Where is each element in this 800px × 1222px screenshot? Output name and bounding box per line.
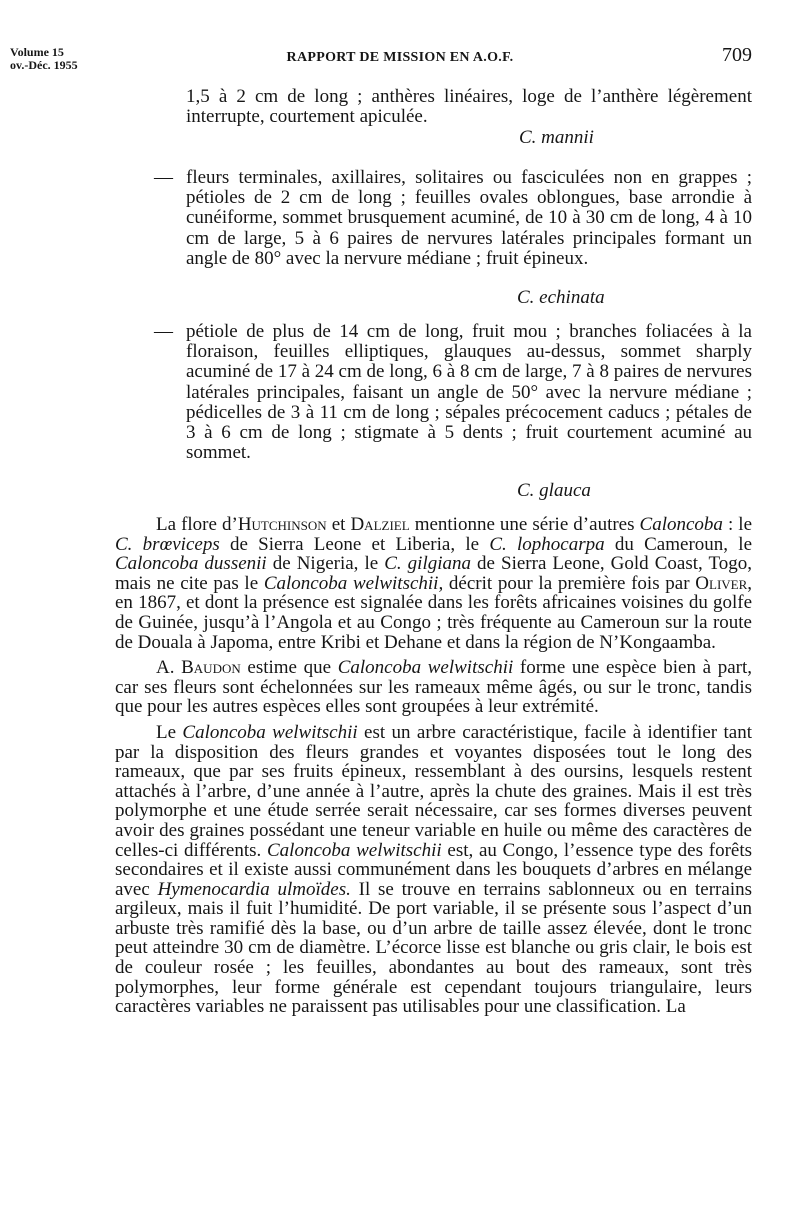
volume-label: Volume 15 — [10, 45, 64, 59]
paragraph-baudon: A. Baudon estime que Caloncoba welwitschii forme une espèce bien à part, car ses fleurs sont échelonnées sur les rameaux même âgés, ou sur le tronc, tandis que pour les autres espèces elles sont groupées à leur extrémité. — [115, 657, 752, 718]
author-name: Hutchinson — [237, 514, 327, 535]
taxon-name: Caloncoba welwitschii, — [263, 572, 444, 594]
taxon-name: Hymenocardia ulmoïdes. — [157, 878, 351, 900]
key-lead-text: fleurs terminales, axillaires, solitaires ou fasciculées non en grappes ; pétioles de 2 cm de long ; feuilles ovales oblongues, base arrondie à cunéiforme, sommet brusquement acuminé, de 10 à 30 cm de long, 4 à 10 cm de large, 5 à 6 paires de nervures latérales principales formant un angle de 80° avec la nervure médiane ; fruit épineux. — [186, 167, 752, 269]
key-dash: — — [154, 321, 173, 342]
issue-label: ov.-Déc. 1955 — [10, 58, 78, 72]
paragraph-flore: La flore d’Hutchinson et Dalziel mentionne une série d’autres Caloncoba : le C. brœviceps de Sierra Leone et Liberia, le C. lophocarpa du Cameroun, le Caloncoba dussenii de Nigeria, le C. gilgiana de Sierra Leone, Gold Coast, Togo, mais ne cite pas le Caloncoba welwitschii, décrit pour la première fois par Oliver, en 1867, et dont la présence est signalée dans les forêts africaines voisines du golfe de Guinée, jusqu’à l’Angola et au Congo ; très fréquente au Cameroun sur la route de Douala à Japoma, entre Kribi et Dehane et dans la région de N’Kongaamba. — [115, 514, 753, 653]
taxon-name: Caloncoba welwitschii — [267, 839, 442, 861]
key-continuation: 1,5 à 2 cm de long ; anthères linéaires, loge de l’anthère légèrement interrupte, courtement apiculée. — [186, 86, 752, 128]
paragraph-description: Le Caloncoba welwitschii est un arbre caractéristique, facile à identifier tant par la disposition des fleurs grandes et voyantes disposées tout le long des rameaux, que par ses fruits épineux, ressemblant à des oursins, lesquels restent attachés à l’arbre, d’une année à l’autre, après la chute des graines. Mais il est très polymorphe et une étude serrée serait nécessaire, car ses formes diverses peuvent avoir des graines possédant une teneur variable en huile ou même des caractères de celles-ci différents. Caloncoba welwitschii est, au Congo, l’essence type des forêts secondaires et il existe aussi communément dans les bouquets d’arbres en mélange avec Hymenocardia ulmoïdes. Il se trouve en terrains sablonneux ou en terrains argileux, mais il fuit l’humidité. De port variable, il se présente sous l’aspect d’un arbuste très ramifié dès la base, ou d’un arbre de taille assez élevée, dont le tronc peut atteindre 30 cm de diamètre. L’écorce lisse est blanche ou gris clair, le bois est de couleur rosée ; les feuilles, abondantes au bout des rameaux, sont très polymorphes, leur forme générale est cependant toujours triangulaire, leurs caractères variables ne paraissent pas utilisables pour une classification. La — [115, 721, 753, 1018]
running-title: RAPPORT DE MISSION EN A.O.F. — [286, 50, 514, 65]
taxon-name: C. lophocarpa — [489, 533, 605, 555]
taxon-name: Caloncoba dussenii — [115, 553, 267, 575]
taxon-name: Caloncoba welwitschii — [182, 721, 358, 743]
page-number: 709 — [722, 44, 752, 66]
key-taxon-glauca: C. glauca — [517, 480, 591, 501]
key-taxon-echinata: C. echinata — [517, 287, 605, 308]
key-lead-glauca — [154, 321, 752, 464]
key-lead-echinata — [154, 167, 752, 269]
key-taxon-mannii: C. mannii — [519, 127, 594, 148]
author-name: Dalziel — [350, 514, 410, 535]
key-lead-text: pétiole de plus de 14 cm de long, fruit mou ; branches foliacées à la floraison, feuilles elliptiques, glauques au-dessus, sommet sharply acuminé de 17 à 24 cm de long, 6 à 8 cm de large, 7 à 8 paires de nervures latérales principales, faisant un angle de 50° avec la nervure médiane ; pédicelles de 3 à 11 cm de long ; sépales précocement caducs ; pétales de 3 à 6 cm de long ; stigmate à 5 dents ; fruit courtement acuminé au sommet. — [186, 321, 752, 464]
taxon-name: Caloncoba welwitschii — [337, 657, 514, 679]
body-text — [115, 515, 752, 1023]
taxon-name: Caloncoba — [639, 514, 723, 535]
author-name: Oliver — [695, 572, 748, 594]
taxon-name: C. brœviceps — [115, 533, 220, 555]
key-dash: — — [154, 167, 173, 188]
taxon-name: C. gilgiana — [384, 553, 472, 575]
author-name: Baudon — [181, 657, 241, 679]
